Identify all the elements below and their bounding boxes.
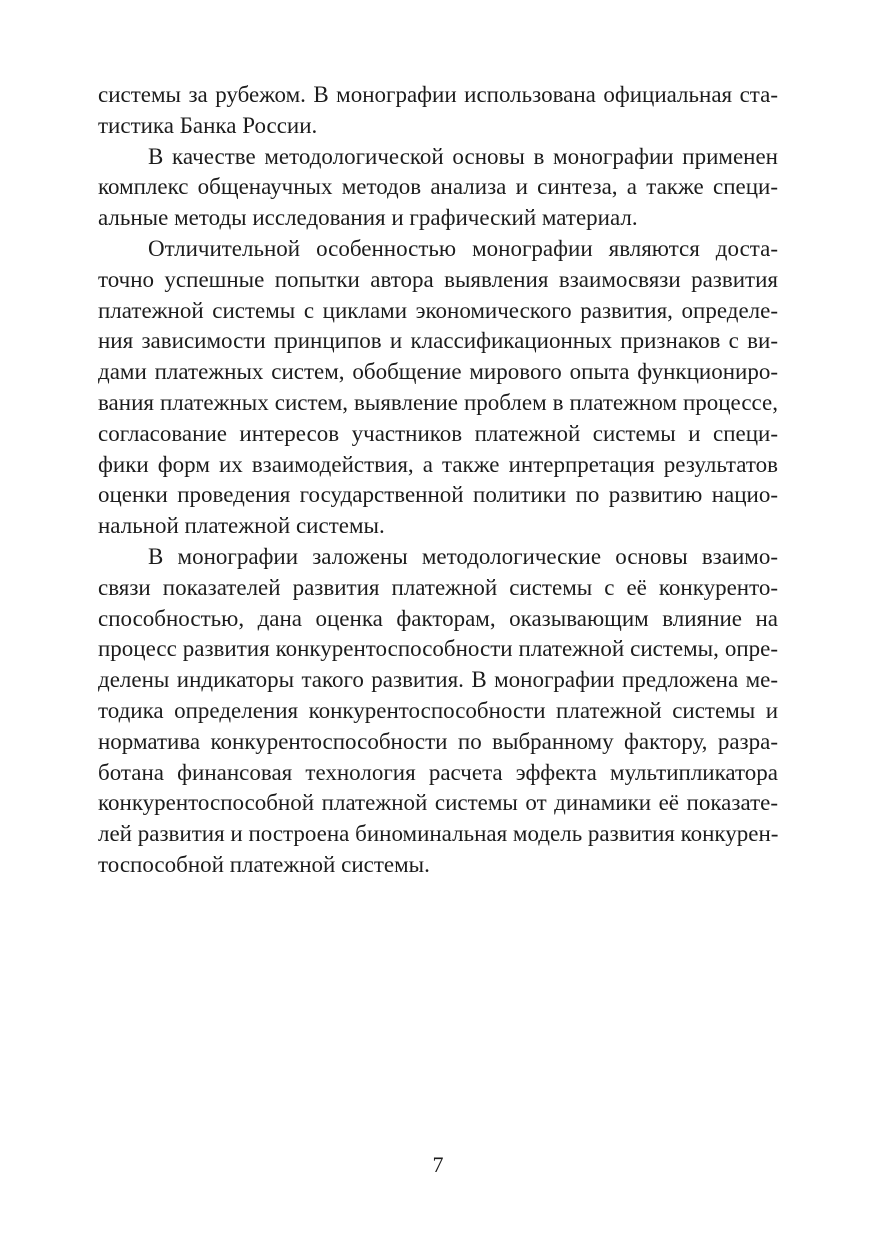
text-line: лей развития и построена биноминальная модель развития конкурен-: [98, 821, 779, 847]
text-line: вания платежных систем, выявление проблем в платежном процессе,: [98, 389, 778, 415]
text-line: альные методы исследования и графический материал.: [98, 205, 638, 231]
text-line: фики форм их взаимодействия, а также интерпретация результатов: [98, 451, 778, 477]
text-line: нальной платежной системы.: [98, 513, 385, 539]
text-line: норматива конкурентоспособности по выбранному фактору, разра-: [98, 728, 778, 754]
text-line: процесс развития конкурентоспособности платежной системы, опре-: [98, 636, 778, 662]
page-number: 7: [432, 1152, 444, 1177]
text-line: системы за рубежом. В монографии использована официальная ста-: [98, 82, 778, 107]
text-line: В качестве методологической основы в монографии применен: [148, 143, 778, 169]
paragraph: [98, 142, 778, 234]
text-line: согласование интересов участников платежной системы и специ-: [98, 420, 778, 446]
text-line: комплекс общенаучных методов анализа и синтеза, а также специ-: [98, 174, 778, 200]
text-line: ния зависимости принципов и классификационных признаков с ви-: [98, 328, 778, 354]
text-line: дами платежных систем, обобщение мирового опыта функциониро-: [98, 359, 778, 385]
text-line: связи показателей развития платежной системы с её конкуренто-: [98, 574, 778, 600]
paragraph: [98, 542, 778, 881]
text-line: ботана финансовая технология расчета эффекта мультипликатора: [98, 759, 778, 785]
text-line: оценки проведения государственной политики по развитию нацио-: [98, 482, 778, 508]
text-line: конкурентоспособной платежной системы от динамики её показате-: [98, 790, 778, 816]
paragraph: [98, 234, 778, 542]
paragraph: [98, 80, 778, 142]
text-line: точно успешные попытки автора выявления взаимосвязи развития: [98, 266, 778, 292]
text-line: способностью, дана оценка факторам, оказывающим влияние на: [98, 605, 778, 631]
text-line: В монографии заложены методологические основы взаимо-: [148, 543, 778, 569]
body-text: [98, 80, 778, 881]
text-line: Отличительной особенностью монографии являются доста-: [148, 235, 778, 261]
text-line: тистика Банка России.: [98, 112, 318, 138]
text-line: тоспособной платежной системы.: [98, 851, 430, 877]
text-line: тодика определения конкурентоспособности платежной системы и: [98, 697, 778, 723]
text-line: делены индикаторы такого развития. В монографии предложена ме-: [98, 667, 778, 693]
text-line: платежной системы с циклами экономического развития, определе-: [98, 297, 778, 323]
